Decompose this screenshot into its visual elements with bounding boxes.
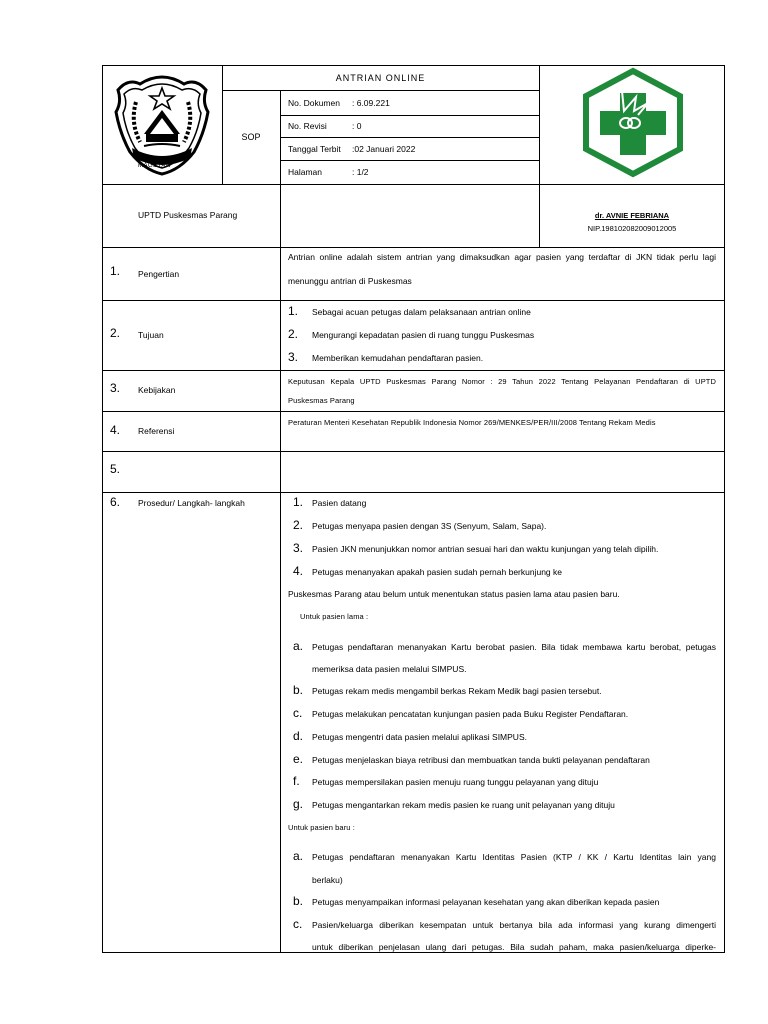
divider	[102, 370, 725, 371]
divider	[280, 115, 539, 116]
pasien-baru-heading: Untuk pasien baru :	[288, 823, 355, 832]
section-label-pengertian: Pengertian	[138, 269, 180, 279]
no-revisi-value: : 0	[352, 121, 362, 131]
section-number: 1.	[110, 264, 121, 278]
section-number: 6.	[110, 495, 121, 509]
kebijakan-text: Keputusan Kepala UPTD Puskesmas Parang Nomor : 29 Tahun 2022 Tentang Pelayanan Pendaftaran di UPTD	[288, 377, 716, 386]
divider	[222, 90, 539, 91]
pasien-lama-item-cont: memeriksa data pasien melalui SIMPUS.	[312, 664, 467, 674]
divider	[102, 300, 725, 301]
table-border-top	[102, 65, 725, 66]
referensi-text: Peraturan Menteri Kesehatan Republik Indonesia Nomor 269/MENKES/PER/III/2008 Tentang Rekam Medis	[288, 418, 656, 427]
no-dokumen-value: : 6.09.221	[352, 98, 390, 108]
divider	[102, 184, 725, 185]
divider	[102, 411, 725, 412]
divider	[280, 160, 539, 161]
divider	[280, 90, 281, 953]
divider	[280, 137, 539, 138]
sop-document: MAGETAN ANTRIAN ONLINE SOP No. Dokumen : 6.09.221 No. Revisi : 0 Tanggal Terbit :02 Januari 2022 Halaman : 1/2 UPTD Puskesmas Parang dr. AVNIE FEBRIANA NIP.198102082009012005 1. Pengertian Antrian online adalah sistem antrian yang dimaksudkan agar pasien yang terdaftar di JKN tidak perlu lagi menunggu antrian di Puskesmas 2. Tujuan 1. Sebagai acuan petugas dalam pelaksanaan antrian online 2. Mengurangi kepadatan pasien di ruang tunggu Puskesmas 3. Memberikan kemudahan pendaftaran pasien. 3. Kebijakan Keputusan Kepala UPTD Puskesmas Parang Nomor : 29 Tahun 2022 Tentang Pelayanan Pendaftaran di UPTD Puskesmas Parang 4. Referensi Peraturan Menteri Kesehatan Republik Indonesia Nomor 269/MENKES/PER/III/2008 Tentang Rekam Medis 5. 6. Prosedur/ Langkah- langkah 1. Pasien datang 2. Petugas menyapa pasien dengan 3S (Senyum, Salam, Sapa). 3. Pasien JKN menunjukkan nomor antrian sesuai hari dan waktu kunjungan yang telah dipilih. 4. Petugas menanyakan apakah pasien sudah pernah berkunjung ke Puskesmas Parang atau belum untuk menentukan status pasien lama atau pasien baru. Untuk pasien lama : a. Petugas pendaftaran menanyakan Kartu berobat pasien. Bila tidak membawa kartu berobat, petugas memeriksa data pasien melalui SIMPUS. b. Petugas rekam medis mengambil berkas Rekam Medik bagi pasien tersebut. c. Petugas melakukan pencatatan kunjungan pasien pada Buku Register Pendaftaran. d. Petugas mengentri data pasien melalui aplikasi SIMPUS. e. Petugas menjelaskan biaya retribusi dan membuatkan tanda bukti pelayanan pendaftaran f. Petugas mempersilakan pasien menuju ruang tunggu pelayanan yang dituju g. Petugas mengantarkan rekam medis pasien ke ruang unit pelayanan yang dituju Untuk pasien baru : a. Petugas pendaftaran menanyakan Kartu Identitas Pasien (KTP / KK / Kartu Identitas lain yang berlaku) b. Petugas menyampaikan informasi pelayanan kesehatan yang akan diberikan kepada pasien c. Pasien/keluarga diberikan kesempatan untuk bertanya bila ada informasi yang kurang dimengerti untuk diberikan penjelasan ulang dari petugas. Bila sudah paham, maka pasien/keluarga diperke-	[0, 0, 768, 1024]
section-label-kebijakan: Kebijakan	[138, 385, 176, 395]
section-number: 4.	[110, 423, 121, 437]
section-label-tujuan: Tujuan	[138, 330, 164, 340]
prosedur-continuation: Puskesmas Parang atau belum untuk menentukan status pasien lama atau pasien baru.	[288, 589, 620, 599]
pasien-lama-heading: Untuk pasien lama :	[300, 612, 369, 621]
divider	[102, 247, 725, 248]
no-dokumen-label: No. Dokumen	[288, 98, 340, 108]
unit-name: UPTD Puskesmas Parang	[138, 210, 238, 220]
section-number: 5.	[110, 462, 121, 476]
pengertian-text: Antrian online adalah sistem antrian yang dimaksudkan agar pasien yang terdaftar di JKN tidak perlu lagi	[288, 252, 716, 262]
halaman-value: : 1/2	[352, 167, 369, 177]
kebijakan-text: Puskesmas Parang	[288, 396, 355, 405]
table-border-right	[724, 65, 725, 953]
signer-name: dr. AVNIE FEBRIANA	[594, 211, 670, 220]
document-title: ANTRIAN ONLINE	[335, 73, 426, 83]
puskesmas-logo	[576, 67, 690, 178]
no-revisi-label: No. Revisi	[288, 121, 327, 131]
logo-banner-text: MAGETAN	[138, 163, 171, 169]
section-label-referensi: Referensi	[138, 426, 175, 436]
tanggal-terbit-label: Tanggal Terbit	[288, 144, 341, 154]
halaman-label: Halaman	[288, 167, 323, 177]
sop-label: SOP	[241, 132, 261, 142]
section-label-prosedur: Prosedur/ Langkah- langkah	[138, 498, 245, 508]
divider	[102, 492, 725, 493]
pengertian-text: menunggu antrian di Puskesmas	[288, 276, 412, 286]
table-border-left	[102, 65, 103, 953]
pasien-baru-item-cont: untuk diberikan penjelasan ulang dari petugas. Bila sudah paham, maka pasien/keluarga diperke-	[312, 942, 716, 952]
section-number: 3.	[110, 381, 121, 395]
pasien-baru-item-cont: berlaku)	[312, 875, 343, 885]
signer-nip: NIP.198102082009012005	[587, 224, 677, 233]
tanggal-terbit-value: :02 Januari 2022	[352, 144, 416, 154]
divider	[102, 451, 725, 452]
section-number: 2.	[110, 326, 121, 340]
